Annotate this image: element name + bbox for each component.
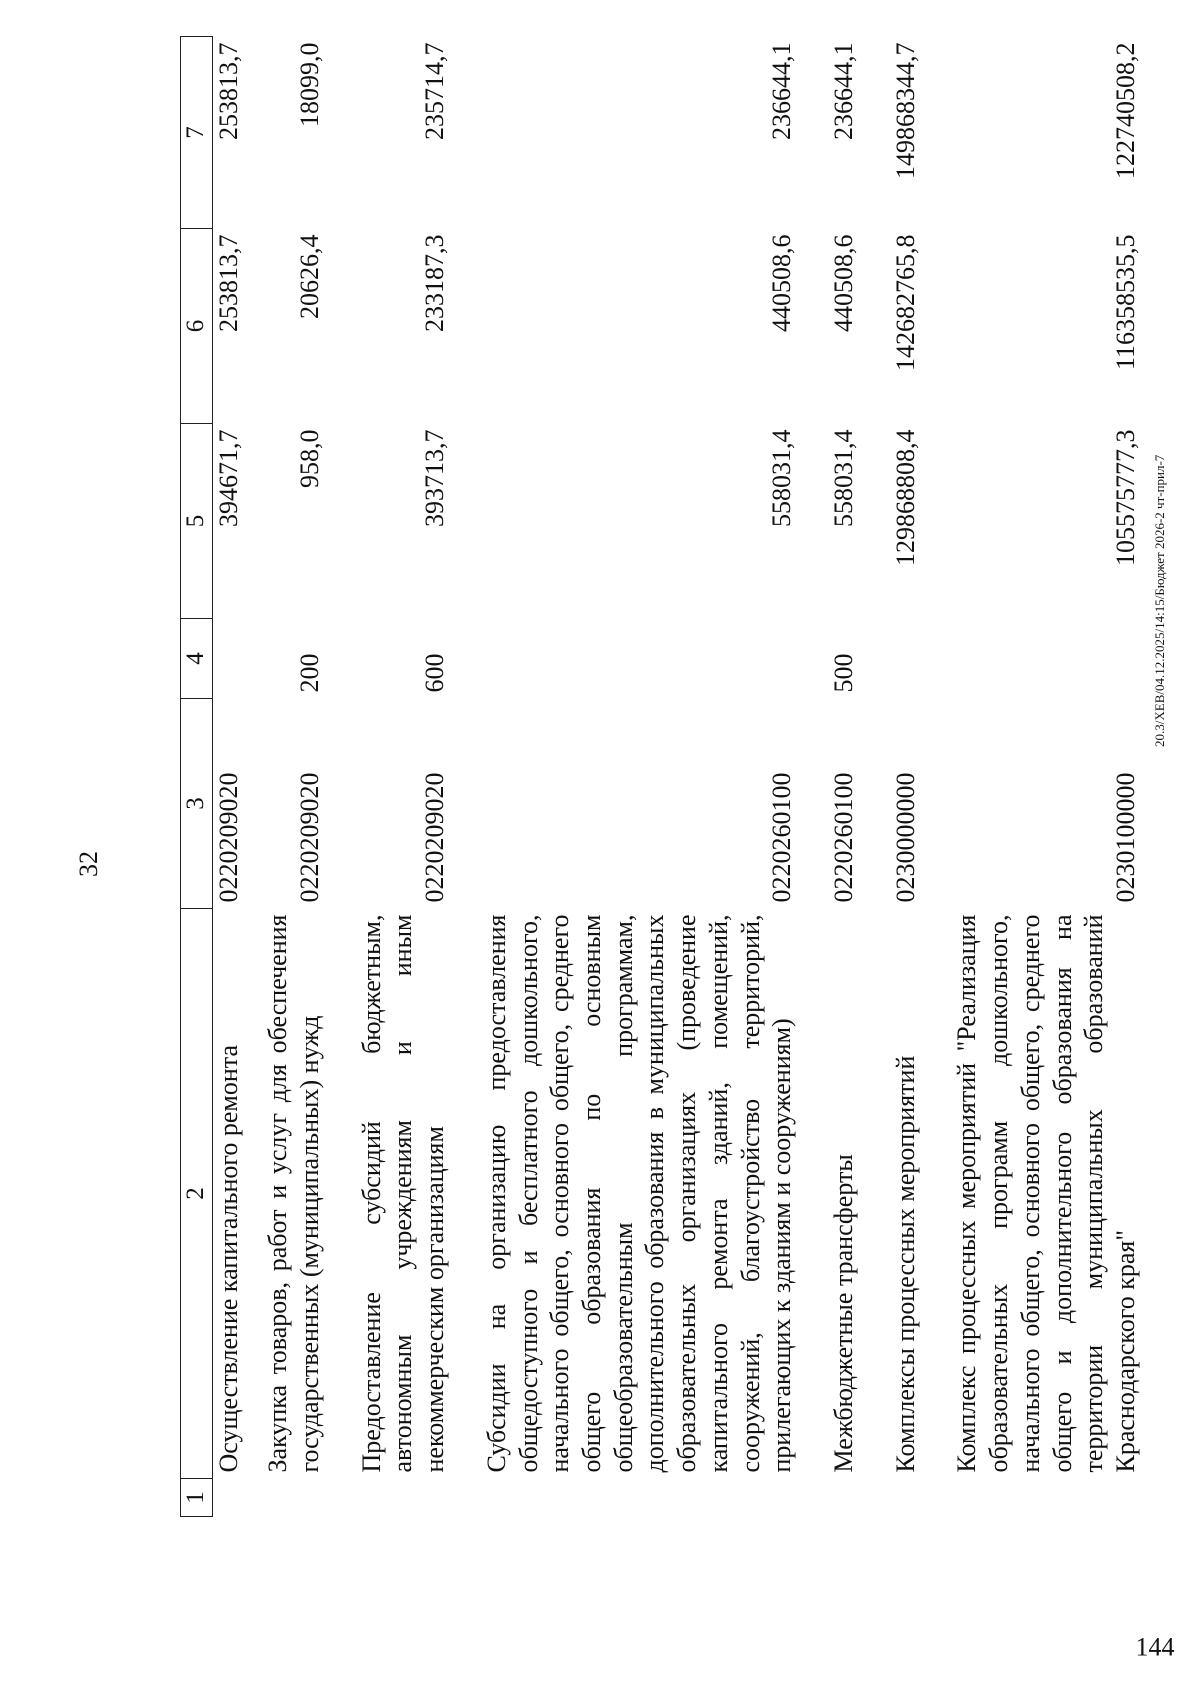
row-value-6: 440508,6	[829, 234, 858, 332]
row-value-7: 236644,1	[829, 42, 858, 140]
row-type: 600	[420, 653, 450, 693]
table-row	[951, 37, 1145, 1517]
column-header: 6	[181, 229, 213, 424]
row-type	[481, 619, 828, 699]
row-value-6: 20626,4	[294, 234, 324, 319]
row-code: 0230100000	[1111, 772, 1141, 903]
row-name: Межбюджетные трансферты	[829, 1154, 858, 1473]
row-value-5: 558031,4	[767, 429, 797, 527]
row-code: 0220260100	[829, 772, 858, 903]
table-row	[262, 37, 355, 1517]
row-value-5: 958,0	[294, 429, 324, 488]
row-name: Комплексы процессных мероприятий	[890, 1055, 920, 1473]
row-number	[262, 1479, 355, 1517]
column-header: 3	[181, 699, 213, 909]
column-header: 4	[181, 619, 213, 699]
column-header: 7	[181, 37, 213, 229]
footer-document-code: 20.3/XEB/04.12.2025/14:15/Бюджет 2026-2 чт-прил-7	[1152, 454, 1167, 747]
row-value-5: 393713,7	[420, 429, 450, 527]
row-code: 0220209020	[294, 772, 324, 903]
row-type	[951, 619, 1145, 699]
row-number	[828, 1479, 890, 1517]
row-value-7: 253813,7	[213, 42, 243, 140]
row-value-7: 236644,1	[767, 42, 797, 140]
row-name: Осуществление капитального ремонта	[213, 1044, 243, 1473]
column-header: 2	[181, 909, 213, 1479]
sheet-number: 144	[1135, 1632, 1175, 1662]
row-value-6: 142682765,8	[890, 234, 920, 371]
column-header: 1	[181, 1479, 213, 1517]
row-number	[356, 1479, 481, 1517]
table-row	[212, 37, 262, 1517]
row-value-7: 235714,7	[420, 42, 450, 140]
column-header: 5	[181, 424, 213, 619]
row-value-5: 558031,4	[829, 429, 858, 527]
row-value-7: 149868344,7	[890, 42, 920, 179]
row-value-5: 394671,7	[213, 429, 243, 527]
table-row	[828, 37, 890, 1517]
row-value-6: 116358535,5	[1111, 234, 1141, 371]
row-code: 0220209020	[213, 772, 243, 903]
row-type	[212, 619, 262, 699]
row-number	[212, 1479, 262, 1517]
row-value-6: 233187,3	[420, 234, 450, 332]
row-type: 200	[294, 653, 324, 693]
row-value-6: 253813,7	[213, 234, 243, 332]
budget-table	[180, 36, 1146, 1517]
table-row	[890, 37, 952, 1517]
table-header-row	[181, 37, 213, 1517]
row-number	[890, 1479, 952, 1517]
row-type	[890, 619, 952, 699]
table-row	[356, 37, 481, 1517]
row-name: Комплекс процессных мероприятий "Реализация образовательных программ дошкольного, начального общего, основного общего, среднего общего и дополнительного образования на территории муниципальных образований Краснодарского края"	[952, 914, 1141, 1473]
row-type: 500	[829, 653, 858, 693]
row-value-7: 18099,0	[294, 42, 324, 127]
row-name: Закупка товаров, работ и услуг для обеспечения государственных (муниципальных) нужд	[263, 914, 324, 1473]
row-code: 0230000000	[890, 772, 920, 903]
row-code: 0220209020	[420, 772, 450, 903]
row-value-6: 440508,6	[767, 234, 797, 332]
row-number	[481, 1479, 828, 1517]
row-value-5: 105575777,3	[1111, 429, 1141, 566]
row-name: Предоставление субсидий бюджетным, автономным учреждениям и иным некоммерческим организациям	[356, 914, 450, 1473]
row-name: Субсидии на организацию предоставления общедоступного и бесплатного дошкольного, начального общего, основного общего, среднего общего образования по основным общеобразовательным программам, дополнительного образования в муниципальных образовательных организациях (проведение капитального ремонта зданий, помещений, сооружений, благоустройство территорий, прилегающих к зданиям и сооружениям)	[481, 914, 797, 1473]
row-number	[951, 1479, 1145, 1517]
table-row	[481, 37, 828, 1517]
row-value-5: 129868808,4	[890, 429, 920, 566]
page-number: 32	[74, 851, 103, 877]
row-code: 0220260100	[767, 772, 797, 903]
row-value-7: 122740508,2	[1111, 42, 1141, 179]
